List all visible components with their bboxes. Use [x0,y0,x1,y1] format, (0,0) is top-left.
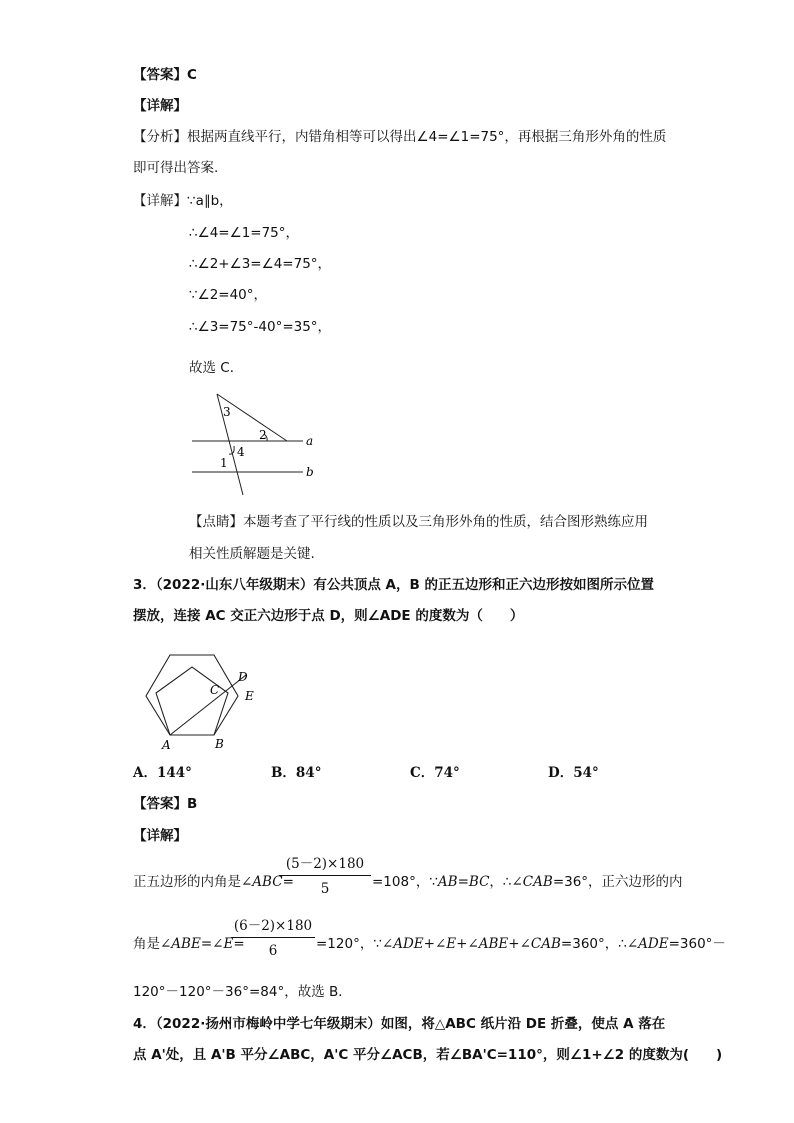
q3-detail-heading: 【详解】 [133,828,187,844]
q2-step-2: ∴∠2+∠3=∠4=75°， [189,256,332,272]
q2-analysis-line-1: 【分析】根据两直线平行，内错角相等可以得出∠4=∠1=75°，再根据三角形外角的性质 [133,129,667,145]
text: ，∴ [489,874,512,890]
q3-option-c: C．74° [410,765,460,781]
label-2: 2 [259,428,267,442]
fraction-pentagon-angle [279,855,371,898]
q3-solution-line-2 [133,935,245,953]
q4-stem-line-1: 4．（2022·扬州市梅岭中学七年级期末）如图，将△ABC 纸片沿 DE 折叠，使点 A 落在 [133,1016,666,1032]
q2-comment-line-2: 相关性质解题是关键. [189,546,315,562]
regular-pentagon [156,667,228,735]
label-D: D [238,670,248,684]
parallel-lines-figure [190,390,315,498]
q3-option-b: B．84° [271,765,322,781]
angle-cab: ∠CAB [511,874,553,890]
q2-step-5: 故选 C． [189,360,244,376]
text: 正五边形的内角是 [133,874,241,890]
label-4: 4 [237,445,245,459]
fraction-denominator: 6 [268,943,278,959]
q2-comment-line-1: 【点睛】本题考查了平行线的性质以及三角形外角的性质，结合图形熟练应用 [189,514,648,530]
q3-solution-line-1 [133,873,294,891]
label-a: a [306,434,314,448]
text: =360°，∴ [560,936,627,952]
q2-step-3: ∵∠2=40°， [189,287,268,303]
q2-detail-heading: 【详解】 [133,98,187,114]
text: =36°，正六边形的内 [552,874,683,890]
text: =120°，∵ [316,936,382,952]
fraction-numerator: (5－2)×180 [279,855,371,876]
equals: = [282,874,294,890]
q2-answer: 【答案】C [133,67,197,83]
q3-stem-line-1: 3．（2022·山东八年级期末）有公共顶点 A，B 的正五边形和正六边形按如图所示位置 [133,577,654,593]
fraction-hexagon-angle [231,917,315,960]
q3-stem-line-2: 摆放，连接 AC 交正六边形于点 D，则∠ADE 的度数为（ ） [133,608,524,624]
q3-solution-line-2b [316,935,726,953]
segment-ac [170,675,246,735]
angle-sum: ∠ADE+∠E+∠ABE+∠CAB [381,936,561,952]
q3-option-d: D．54° [548,765,599,781]
angle-ade: ∠ADE [626,936,669,952]
q4-stem-line-2: 点 A'处，且 A'B 平分∠ABC，A'C 平分∠ACB，若∠BA'C=110°，则∠1+∠2 的度数为( ) [133,1047,723,1063]
label-3: 3 [223,405,231,419]
angle-abc: ∠ABC [241,874,283,890]
text: =108°，∵ [372,874,438,890]
label-b: b [306,465,314,479]
label-B: B [215,737,224,751]
equals: = [233,936,245,952]
text: =360°－ [668,936,726,952]
label-E: E [245,689,254,703]
angle-abe-e: ∠ABE=∠E [160,936,234,952]
label-C: C [210,683,220,697]
label-A: A [162,738,171,752]
q2-step-1: ∴∠4=∠1=75°， [189,225,300,241]
label-1: 1 [220,456,228,470]
ab-equals-bc: AB=BC [437,874,490,890]
q2-analysis-line-2: 即可得出答案. [133,160,219,176]
fraction-numerator: (6－2)×180 [231,917,315,938]
q3-option-a: A．144° [133,765,192,781]
text: 角是 [133,936,160,952]
q3-solution-line-3: 120°－120°－36°=84°，故选 B． [133,984,352,1000]
q3-answer: 【答案】B [133,796,198,812]
q3-solution-line-1b [372,873,683,891]
fraction-denominator: 5 [320,881,330,897]
q2-step-4: ∴∠3=75°-40°=35°， [189,319,332,335]
q2-detail-line: 【详解】∵a∥b， [133,193,233,209]
pentagon-hexagon-figure [138,645,268,753]
